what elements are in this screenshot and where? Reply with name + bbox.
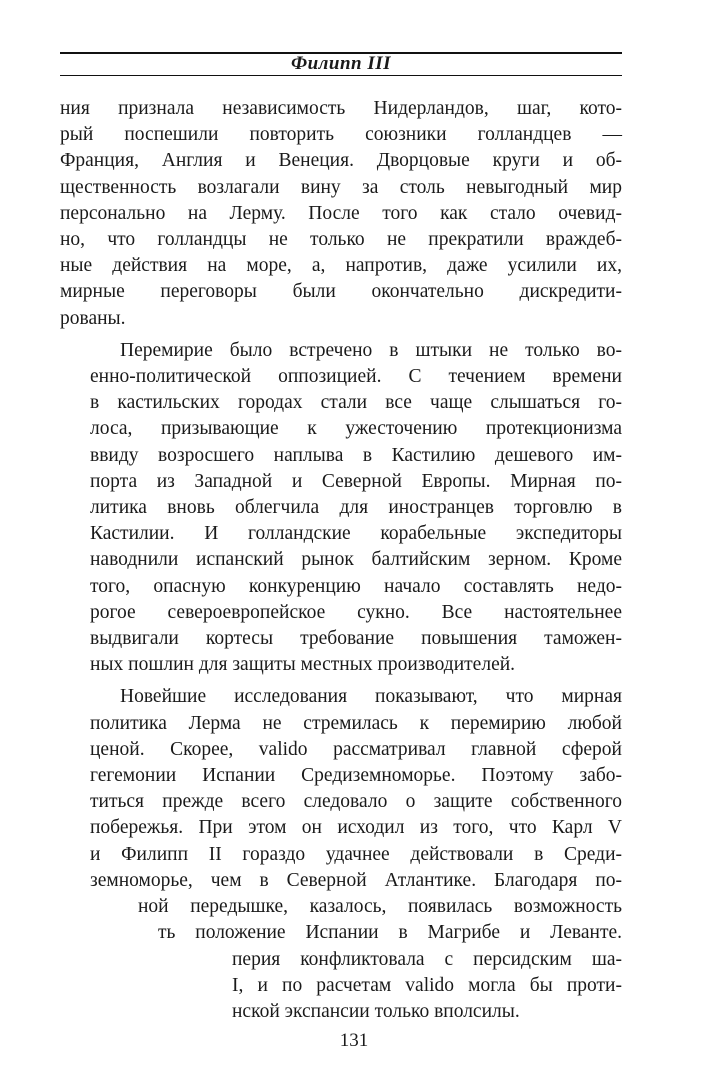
text-line: ных пошлин для защиты местных производителей. [90, 654, 516, 676]
paragraph-2 [60, 338, 622, 679]
text-line: гегемонии Испании Средиземноморье. Поэтому забо- [90, 765, 622, 787]
text-line: титься прежде всего следовало о защите собственного [90, 791, 622, 813]
text-line: политика Лерма не стремилась к перемирию любой [90, 712, 622, 734]
text-line: ной передышке, казалось, появилась возможность [138, 896, 622, 918]
text-line: Перемирие было встречено в штыки не только во- [120, 339, 622, 361]
text-line: в кастильских городах стали все чаще слышаться го- [90, 392, 622, 414]
text-line: персонально на Лерму. После того как стало очевид- [60, 202, 622, 224]
text-line: рогое североевропейское сукно. Все настоятельнее [90, 601, 622, 623]
text-line: ные действия на море, а, напротив, даже усилили их, [60, 255, 622, 277]
text-line: порта из Западной и Северной Европы. Мирная по- [90, 470, 622, 492]
text-line: ценой. Скорее, valido рассматривал главной сферой [90, 738, 622, 760]
text-line: рый поспешили повторить союзники голландцев — [60, 124, 622, 146]
text-line: литика вновь облегчила для иностранцев торговлю в [90, 497, 622, 519]
text-line: енно-политической оппозицией. С течением времени [90, 366, 622, 388]
text-line: ть положение Испании в Магрибе и Леванте. [158, 922, 622, 944]
running-title: Филипп III [290, 53, 392, 74]
text-line: побережья. При этом он исходил из того, что Карл V [90, 817, 622, 839]
text-line: лоса, призывающие к ужесточению протекционизма [90, 418, 622, 440]
text-line: ния признала независимость Нидерландов, шаг, кото- [60, 98, 622, 119]
text-line: I, и по расчетам valido могла бы проти- [232, 974, 622, 996]
text-line: и Филипп II гораздо удачнее действовали в Среди- [90, 843, 622, 865]
page-number: 131 [339, 1030, 369, 1051]
text-line: мирные переговоры были окончательно дискредити- [60, 281, 622, 303]
text-line: Новейшие исследования показывают, что мирная [120, 686, 622, 708]
text-line: Франция, Англия и Венеция. Дворцовые круги и об- [60, 150, 622, 172]
text-line: ввиду возросшего наплыва в Кастилию дешевого им- [90, 444, 622, 466]
paragraph-3 [60, 684, 622, 1025]
text-line: земноморье, чем в Северной Атлантике. Благодаря по- [90, 869, 622, 891]
text-line: но, что голландцы не только не прекратили враждеб- [60, 229, 622, 251]
running-header [60, 48, 622, 78]
text-line: выдвигали кортесы требование повышения таможен- [90, 628, 622, 650]
text-line: рованы. [60, 307, 126, 329]
header-rule-bottom [60, 75, 622, 76]
text-line: Кастилии. И голландские корабельные экспедиторы [90, 523, 622, 545]
text-line: щественность возлагали вину за столь невыгодный мир [60, 176, 622, 198]
text-line: нской экспансии только вполсилы. [232, 1000, 520, 1022]
text-line: перия конфликтовала с персидским ша- [232, 948, 622, 970]
text-line: того, опасную конкуренцию начало составлять недо- [90, 575, 622, 597]
paragraph-1 [60, 96, 622, 332]
body-text [60, 96, 622, 1031]
text-line: наводнили испанский рынок балтийским зерном. Кроме [90, 549, 622, 571]
